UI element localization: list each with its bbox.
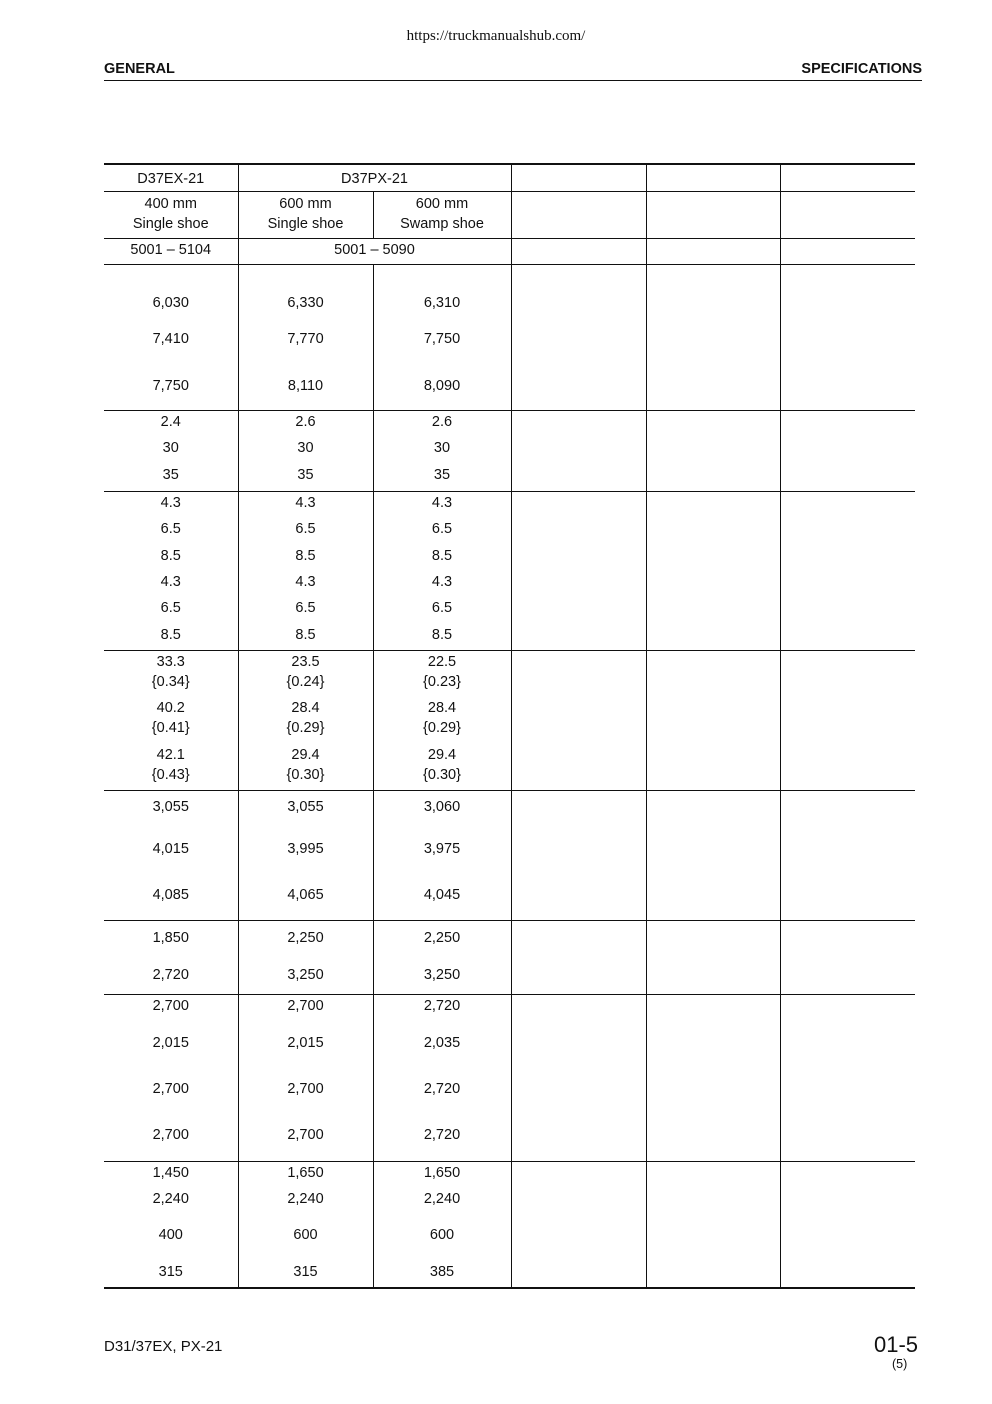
value-cell	[373, 920, 511, 994]
page-subnumber: (5)	[892, 1357, 908, 1371]
empty-cell	[646, 650, 780, 790]
value-cell	[238, 1161, 373, 1288]
spec-value: 2,700	[287, 997, 324, 1014]
spec-value: 4.3	[295, 573, 316, 590]
value-cell	[373, 790, 511, 920]
empty-cell	[511, 191, 646, 238]
empty-cell	[511, 1161, 646, 1288]
spec-value: 2,240	[423, 1190, 461, 1207]
spec-group	[104, 1161, 915, 1288]
spec-value: 315	[293, 1263, 318, 1280]
spec-value: 385	[429, 1263, 455, 1280]
spec-value: 7,750	[152, 377, 189, 394]
spec-value: 35	[297, 466, 314, 483]
spec-group	[104, 994, 915, 1161]
value-cell	[238, 994, 373, 1161]
empty-cell	[646, 264, 780, 410]
spec-value: 1,650	[423, 1164, 461, 1181]
spec-value: 23.5	[291, 653, 320, 670]
source-url[interactable]: https://truckmanualshub.com/	[406, 28, 586, 44]
empty-cell	[646, 790, 780, 920]
value-cell	[373, 994, 511, 1161]
spec-value: {0.30}	[286, 766, 325, 783]
spec-group	[104, 410, 915, 491]
empty-cell	[511, 920, 646, 994]
spec-value: 8,110	[287, 377, 324, 394]
value-cell	[373, 491, 511, 650]
spec-value: {0.24}	[286, 673, 325, 690]
spec-value: {0.23}	[423, 673, 461, 690]
spec-value: 3,250	[287, 966, 324, 983]
spec-value: 2,720	[152, 966, 189, 983]
value-cell	[104, 650, 238, 790]
spec-value: 1,650	[287, 1164, 324, 1181]
spec-group	[104, 790, 915, 920]
empty-cell	[646, 994, 780, 1161]
empty-cell	[646, 491, 780, 650]
empty-cell	[780, 264, 915, 410]
value-cell	[373, 650, 511, 790]
empty-cell	[780, 491, 915, 650]
empty-cell	[780, 410, 915, 491]
spec-value: 1,450	[152, 1164, 189, 1181]
empty-cell	[511, 994, 646, 1161]
spec-value: {0.41}	[151, 719, 190, 736]
spec-value: 8,090	[423, 377, 461, 394]
spec-value: 600	[293, 1226, 318, 1243]
spec-value: 600	[429, 1226, 455, 1243]
empty-cell	[646, 164, 780, 191]
spec-value: 40.2	[156, 699, 185, 716]
header-rule	[104, 80, 922, 81]
header-title: SPECIFICATIONS	[801, 61, 922, 77]
model-row	[104, 164, 915, 191]
spec-value: 2,700	[287, 1080, 324, 1097]
value-cell	[104, 1161, 238, 1288]
spec-value: 2,250	[423, 929, 461, 946]
shoe-cell: 600 mm Swamp shoe	[373, 191, 511, 238]
spec-value: 2,250	[287, 929, 324, 946]
spec-value: 2,700	[152, 1080, 189, 1097]
empty-cell	[511, 164, 646, 191]
shoe-cell: 600 mm Single shoe	[238, 191, 373, 238]
spec-value: 3,055	[287, 798, 324, 815]
spec-value: 2,700	[287, 1126, 324, 1143]
spec-value: 2.6	[295, 413, 316, 430]
spec-value: 7,750	[423, 330, 461, 347]
spec-value: 28.4	[291, 699, 320, 716]
spec-value: 6.5	[295, 599, 316, 616]
spec-value: 35	[433, 466, 451, 483]
value-cell	[104, 410, 238, 491]
spec-value: 6,330	[287, 294, 324, 311]
spec-value: 6,310	[423, 294, 461, 311]
spec-value: 2,700	[152, 997, 189, 1014]
spec-value: 4.3	[160, 494, 181, 511]
empty-cell	[646, 238, 780, 264]
spec-value: 2,720	[423, 1080, 461, 1097]
spec-value: 4.3	[295, 494, 316, 511]
empty-cell	[646, 920, 780, 994]
empty-cell	[511, 238, 646, 264]
spec-value: 29.4	[427, 746, 457, 763]
spec-value: 2,015	[287, 1034, 324, 1051]
spec-table	[104, 163, 915, 1289]
spec-value: 4,085	[152, 886, 189, 903]
empty-cell	[511, 410, 646, 491]
spec-value: 8.5	[160, 626, 181, 643]
value-cell	[238, 790, 373, 920]
spec-value: 29.4	[291, 746, 320, 763]
spec-value: 4,045	[423, 886, 461, 903]
spec-value: 6.5	[160, 599, 181, 616]
spec-value: 8.5	[160, 547, 181, 564]
spec-value: 6.5	[431, 599, 453, 616]
spec-value: {0.29}	[423, 719, 461, 736]
page-number: 01-5	[874, 1332, 919, 1357]
spec-value: 35	[162, 466, 179, 483]
empty-cell	[780, 164, 915, 191]
spec-value: 1,850	[152, 929, 189, 946]
spec-value: 3,995	[287, 840, 324, 857]
empty-cell	[780, 238, 915, 264]
value-cell	[104, 491, 238, 650]
spec-value: 2,015	[152, 1034, 189, 1051]
spec-value: 42.1	[156, 746, 185, 763]
spec-value: 30	[433, 439, 451, 456]
spec-value: 4,065	[287, 886, 324, 903]
empty-cell	[646, 1161, 780, 1288]
spec-value: 400	[158, 1226, 183, 1243]
empty-cell	[780, 994, 915, 1161]
spec-value: {0.34}	[151, 673, 190, 690]
value-cell	[373, 410, 511, 491]
spec-value: {0.29}	[286, 719, 325, 736]
value-cell	[238, 491, 373, 650]
spec-value: 28.4	[427, 699, 457, 716]
spec-group	[104, 920, 915, 994]
spec-value: 6,030	[152, 294, 189, 311]
spec-value: 2,240	[152, 1190, 189, 1207]
empty-cell	[780, 650, 915, 790]
spec-value: {0.30}	[423, 766, 461, 783]
spec-value: 4.3	[160, 573, 181, 590]
spec-value: 3,060	[423, 798, 461, 815]
spec-value: 30	[162, 439, 179, 456]
serial-row	[104, 238, 915, 264]
spec-value: 4.3	[431, 573, 453, 590]
spec-value: 33.3	[156, 653, 185, 670]
empty-cell	[511, 491, 646, 650]
serial-px: 5001 – 5090	[238, 238, 511, 264]
spec-group	[104, 491, 915, 650]
spec-group	[104, 650, 915, 790]
spec-value: 315	[158, 1263, 183, 1280]
empty-cell	[780, 790, 915, 920]
model-ex: D37EX-21	[104, 164, 238, 191]
spec-value: 2,720	[423, 997, 461, 1014]
spec-value: 7,410	[152, 330, 189, 347]
spec-value: 2,035	[423, 1034, 461, 1051]
spec-value: 8.5	[295, 626, 316, 643]
value-cell	[238, 410, 373, 491]
spec-group	[104, 264, 915, 410]
empty-cell	[511, 264, 646, 410]
spec-value: 3,055	[152, 798, 189, 815]
spec-value: 2.4	[160, 413, 181, 430]
spec-value: 30	[297, 439, 314, 456]
value-cell	[373, 264, 511, 410]
value-cell	[373, 1161, 511, 1288]
shoe-cell: 400 mm Single shoe	[104, 191, 238, 238]
spec-value: {0.43}	[151, 766, 190, 783]
spec-value: 2,240	[287, 1190, 324, 1207]
empty-cell	[646, 191, 780, 238]
spec-value: 6.5	[160, 520, 181, 537]
spec-value: 8.5	[431, 547, 453, 564]
value-cell	[104, 790, 238, 920]
shoe-row	[104, 191, 915, 238]
spec-value: 4.3	[431, 494, 453, 511]
spec-value: 3,250	[423, 966, 461, 983]
spec-value: 6.5	[431, 520, 453, 537]
value-cell	[238, 920, 373, 994]
empty-cell	[646, 410, 780, 491]
spec-value: 4,015	[152, 840, 189, 857]
empty-cell	[780, 1161, 915, 1288]
spec-value: 8.5	[431, 626, 453, 643]
value-cell	[238, 650, 373, 790]
empty-cell	[780, 191, 915, 238]
value-cell	[104, 264, 238, 410]
model-px: D37PX-21	[238, 164, 511, 191]
serial-ex: 5001 – 5104	[104, 238, 238, 264]
spec-value: 2,720	[423, 1126, 461, 1143]
value-cell	[104, 920, 238, 994]
spec-value: 2.6	[431, 413, 453, 430]
spec-value: 6.5	[295, 520, 316, 537]
spec-value: 22.5	[427, 653, 457, 670]
header-section: GENERAL	[104, 61, 175, 77]
spec-value: 3,975	[423, 840, 461, 857]
empty-cell	[511, 650, 646, 790]
value-cell	[104, 994, 238, 1161]
spec-value: 2,700	[152, 1126, 189, 1143]
spec-value: 8.5	[295, 547, 316, 564]
value-cell	[238, 264, 373, 410]
empty-cell	[511, 790, 646, 920]
footer-model: D31/37EX, PX-21	[104, 1338, 223, 1355]
spec-value: 7,770	[287, 330, 324, 347]
empty-cell	[780, 920, 915, 994]
